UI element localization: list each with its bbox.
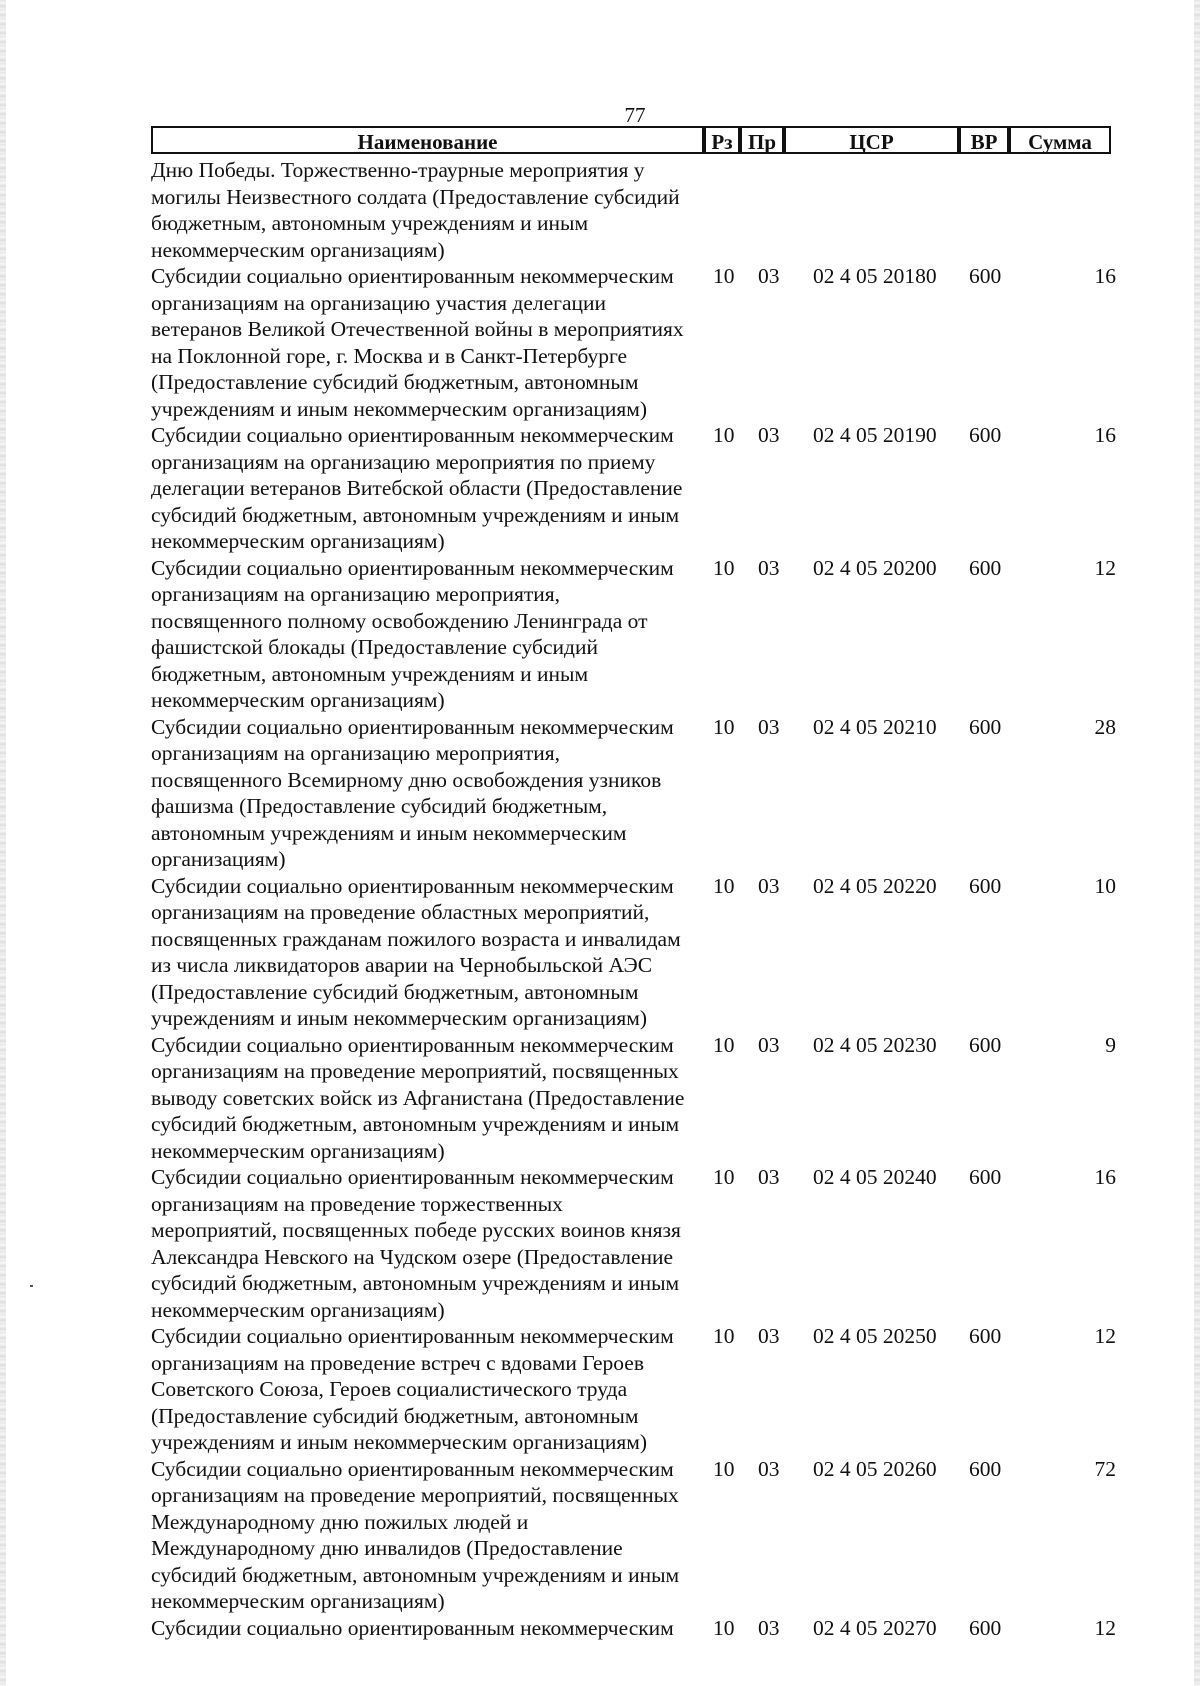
row-name: Дню Победы. Торжественно-траурные мероприятия у могилы Неизвестного солдата (Предоставление субсидий бюджетным, автономным учреждениям и иным некоммерческим организациям) [151,158,680,262]
row-rz: 10 [713,1032,735,1057]
row-sum: 10 [1094,873,1116,898]
row-name: Субсидии социально ориентированным некоммерческим организациям на проведение мероприятий, посвященных выводу советских войск из Афганистана (Предоставление субсидий бюджетным, автономным учреждениям и иным некоммерческим организациям) [151,1032,685,1163]
row-name: Субсидии социально ориентированным некоммерческим организациям на проведение встреч с вдовами Героев Советского Союза, Героев социалистического труда (Предоставление субсидий бюджетным, автономным учреждениям и иным некоммерческим организациям) [151,1324,674,1454]
row-rz: 10 [713,555,735,580]
row-name: Субсидии социально ориентированным некоммерческим организациям на проведение областных мероприятий, посвященных гражданам пожилого возраста и инвалидам из числа ликвидаторов аварии на Чернобыльской АЭС (Предоставление субсидий бюджетным, автономным учреждениям и иным некоммерческим организациям) [151,873,681,1030]
header-sum: Сумма [1009,126,1111,154]
row-name: Субсидии социально ориентированным некоммерческим организациям на организацию мероприятия, посвященного полному освобождению Ленинграда от фашистской блокады (Предоставление субсидий бюджетным, автономным учреждениям и иным некоммерческим организациям) [151,555,674,712]
row-pr: 03 [758,1032,780,1057]
row-vr: 600 [969,423,1002,447]
row-name: Субсидии социально ориентированным некоммерческим организациям на проведение торжественных мероприятий, посвященных победе русских воинов князя Александра Невского на Чудском озере (Предоставление субсидий бюджетным, автономным учреждениям и иным некоммерческим организациям) [151,1165,681,1322]
row-pr: 03 [758,1615,780,1640]
row-csr: 02 4 05 20250 [813,1324,937,1348]
row-pr: 03 [758,1324,780,1348]
row-rz: 10 [713,714,735,739]
row-sum: 16 [1094,264,1116,288]
table-row [151,1032,1151,1165]
row-sum: 28 [1094,714,1116,739]
row-pr: 03 [758,264,780,288]
header-vr: ВР [959,126,1009,154]
row-vr: 600 [969,555,1002,580]
row-pr: 03 [758,1165,780,1189]
scan-speck [30,1285,33,1287]
row-sum: 12 [1094,1615,1116,1640]
row-csr: 02 4 05 20210 [813,714,937,739]
row-vr: 600 [969,1456,1002,1481]
scan-edge-left [0,0,6,1686]
row-sum: 9 [1105,1032,1116,1057]
row-csr: 02 4 05 20180 [813,264,937,288]
row-vr: 600 [969,873,1002,898]
row-vr: 600 [969,1324,1002,1348]
row-vr: 600 [969,1032,1002,1057]
table-row [151,157,1151,263]
table-row [151,1323,1151,1456]
table-row [151,714,1151,873]
table-row [151,1615,1151,1642]
row-rz: 10 [713,1165,735,1189]
header-csr: ЦСР [784,126,959,154]
row-pr: 03 [758,873,780,898]
scan-edge-right [1194,0,1200,1686]
row-rz: 10 [713,1456,735,1481]
table-row [151,1456,1151,1615]
row-csr: 02 4 05 20190 [813,423,937,447]
row-csr: 02 4 05 20220 [813,873,937,898]
row-sum: 72 [1094,1456,1116,1481]
row-name: Субсидии социально ориентированным некоммерческим организациям на организацию мероприятия по приему делегации ветеранов Витебской области (Предоставление субсидий бюджетным, автономным учреждениям и иным некоммерческим организациям) [151,423,683,553]
table-row [151,263,1151,422]
row-name: Субсидии социально ориентированным некоммерческим организациям на проведение мероприятий, посвященных Международному дню пожилых людей и Международному дню инвалидов (Предоставление субсидий бюджетным, автономным учреждениям и иным некоммерческим организациям) [151,1456,680,1613]
row-vr: 600 [969,264,1002,288]
row-name: Субсидии социально ориентированным некоммерческим [151,1615,674,1640]
row-rz: 10 [713,873,735,898]
row-csr: 02 4 05 20230 [813,1032,937,1057]
row-name: Субсидии социально ориентированным некоммерческим организациям на организацию участия делегации ветеранов Великой Отечественной войны в мероприятиях на Поклонной горе, г. Москва и в Санкт-Петербурге (Предоставление субсидий бюджетным, автономным учреждениям и иным некоммерческим организациям) [151,264,684,421]
row-sum: 12 [1094,1324,1116,1348]
header-rz: Рз [704,126,740,154]
table-row [151,422,1151,555]
row-name: Субсидии социально ориентированным некоммерческим организациям на организацию мероприятия, посвященного Всемирному дню освобождения узников фашизма (Предоставление субсидий бюджетным, автономным учреждениям и иным некоммерческим организациям) [151,714,674,871]
row-csr: 02 4 05 20260 [813,1456,937,1481]
row-rz: 10 [713,423,735,447]
row-vr: 600 [969,1615,1002,1640]
row-csr: 02 4 05 20200 [813,555,937,580]
table-row [151,873,1151,1032]
row-rz: 10 [713,264,735,288]
header-name: Наименование [151,126,704,154]
row-sum: 16 [1094,1165,1116,1189]
table-body [151,157,1151,1641]
page-number: 77 [624,103,646,127]
row-sum: 16 [1094,423,1116,447]
table-row [151,1164,1151,1323]
row-pr: 03 [758,1456,780,1481]
row-rz: 10 [713,1324,735,1348]
row-sum: 12 [1094,555,1116,580]
row-pr: 03 [758,555,780,580]
table-row [151,555,1151,714]
row-csr: 02 4 05 20270 [813,1615,937,1640]
row-csr: 02 4 05 20240 [813,1165,937,1189]
row-vr: 600 [969,714,1002,739]
row-rz: 10 [713,1615,735,1640]
row-pr: 03 [758,714,780,739]
row-vr: 600 [969,1165,1002,1189]
row-pr: 03 [758,423,780,447]
header-pr: Пр [740,126,784,154]
